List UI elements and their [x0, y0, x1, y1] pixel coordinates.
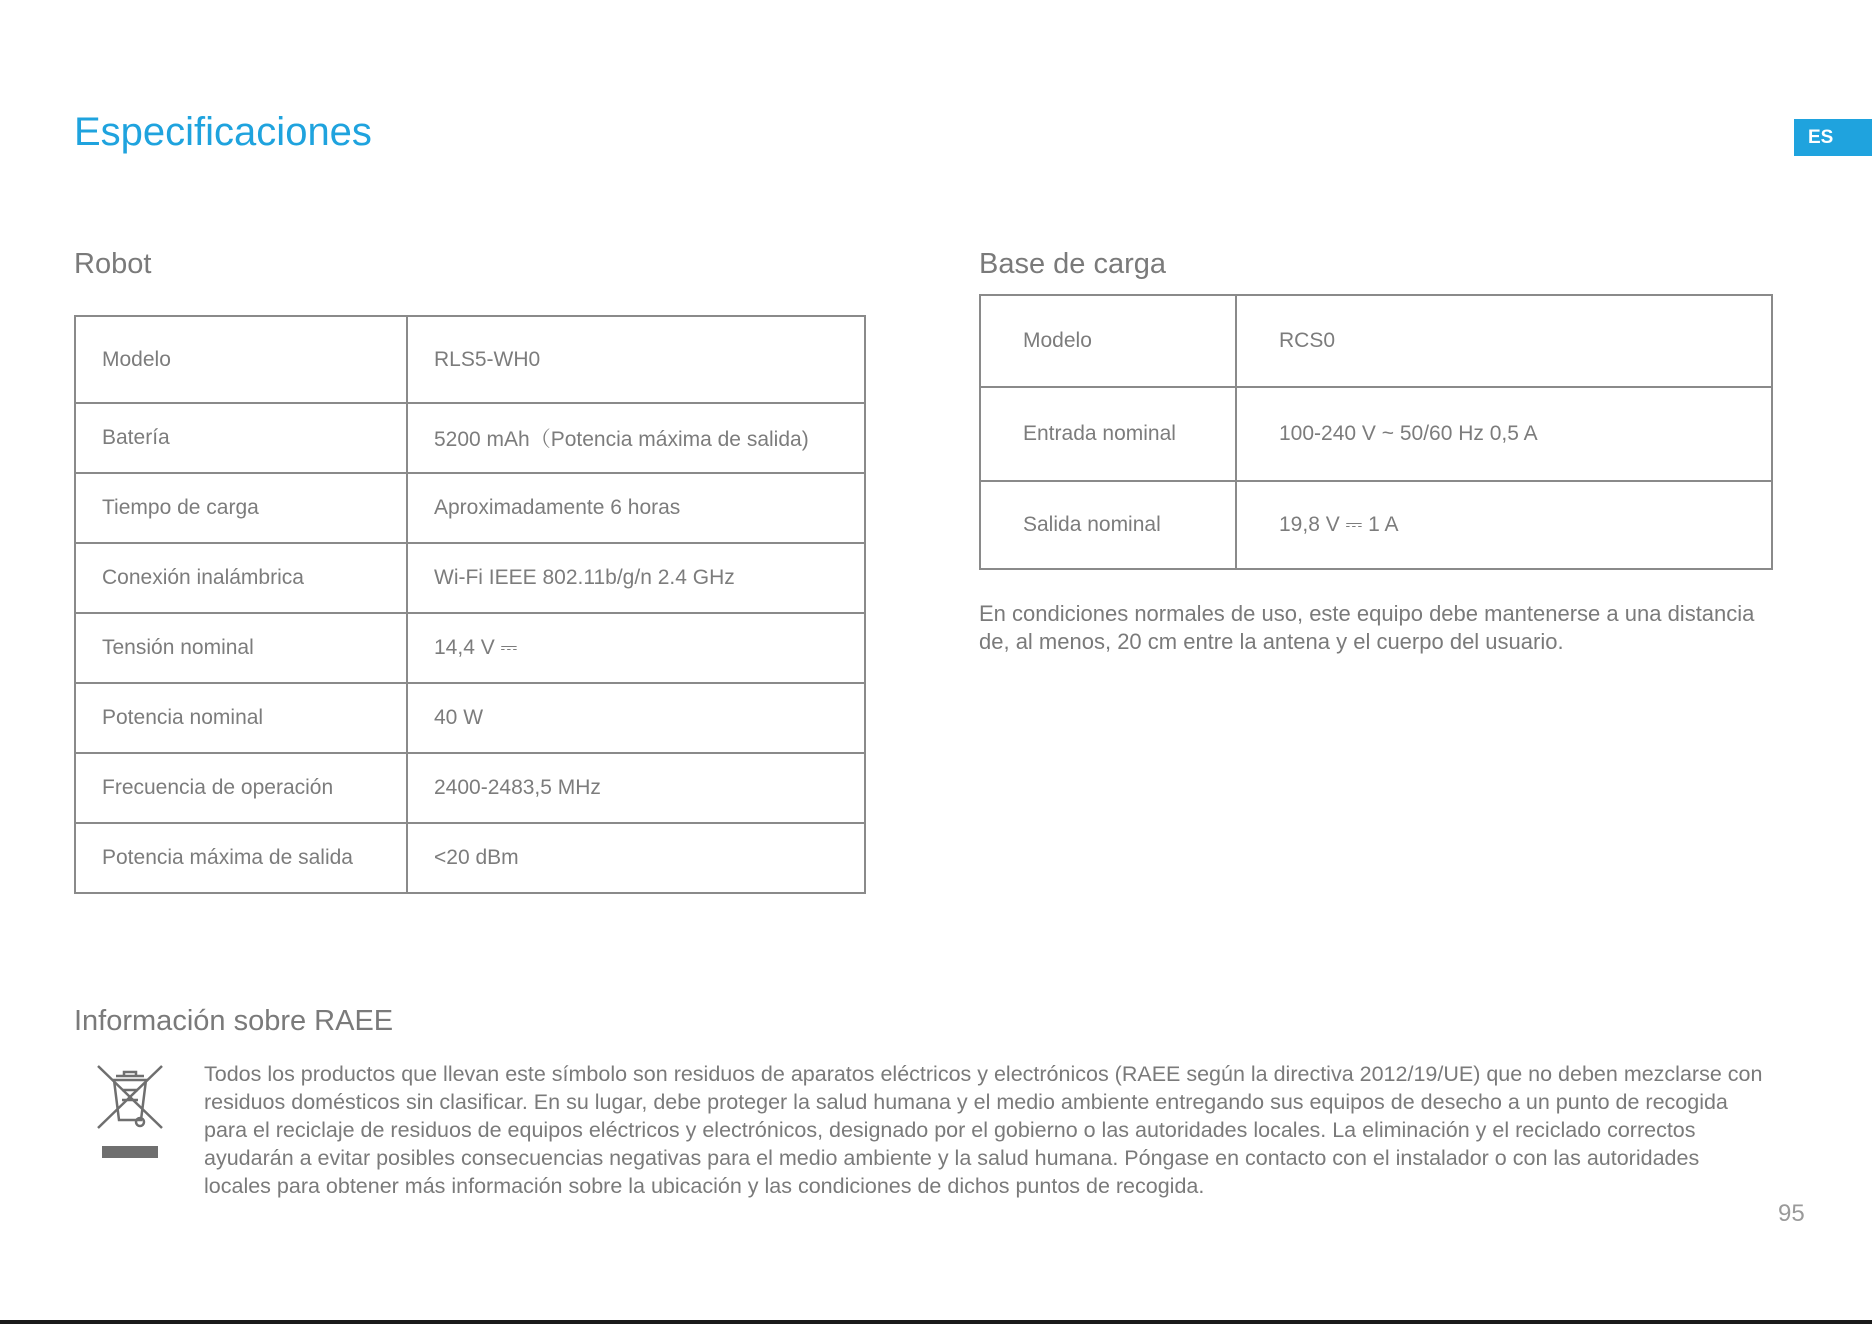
- table-row: [980, 481, 1772, 569]
- spec-value: Aproximadamente 6 horas: [407, 473, 865, 543]
- robot-spec-table: [74, 315, 866, 894]
- spec-value: 2400-2483,5 MHz: [407, 753, 865, 823]
- table-row: [75, 473, 865, 543]
- table-row: [75, 823, 865, 893]
- spec-value: 5200 mAh（Potencia máxima de salida): [407, 403, 865, 473]
- spec-label: Potencia máxima de salida: [75, 823, 407, 893]
- table-row: [75, 753, 865, 823]
- spec-label: Modelo: [75, 316, 407, 403]
- page-number: 95: [1778, 1200, 1805, 1227]
- spec-label: Salida nominal: [980, 481, 1236, 569]
- spec-label: Batería: [75, 403, 407, 473]
- table-row: [980, 295, 1772, 387]
- table-row: [75, 403, 865, 473]
- spec-value: RCS0: [1236, 295, 1772, 387]
- spec-value: <20 dBm: [407, 823, 865, 893]
- spec-label: Tiempo de carga: [75, 473, 407, 543]
- spec-value: 40 W: [407, 683, 865, 753]
- table-row: [75, 683, 865, 753]
- table-row: [980, 387, 1772, 481]
- page-title: Especificaciones: [74, 110, 372, 154]
- spec-label: Frecuencia de operación: [75, 753, 407, 823]
- spec-label: Tensión nominal: [75, 613, 407, 683]
- spec-value: RLS5-WH0: [407, 316, 865, 403]
- base-heading: Base de carga: [979, 248, 1167, 280]
- spec-value: 14,4 V ⎓: [407, 613, 865, 683]
- table-row: [75, 543, 865, 613]
- weee-heading: Información sobre RAEE: [74, 1005, 394, 1037]
- language-tab: ES: [1794, 119, 1872, 156]
- spec-label: Conexión inalámbrica: [75, 543, 407, 613]
- base-spec-table: [979, 294, 1773, 570]
- table-row: [75, 613, 865, 683]
- bottom-rule: [0, 1320, 1872, 1324]
- spec-label: Potencia nominal: [75, 683, 407, 753]
- spec-label: Entrada nominal: [980, 387, 1236, 481]
- spec-value: 100-240 V ~ 50/60 Hz 0,5 A: [1236, 387, 1772, 481]
- crossed-out-wheelie-bin-icon: [94, 1062, 166, 1162]
- table-row: [75, 316, 865, 403]
- weee-paragraph: Todos los productos que llevan este símbolo son residuos de aparatos eléctricos y electrónicos (RAEE según la directiva 2012/19/UE) que no deben mezclarse con residuos domésticos sin clasificar. En su lugar, debe proteger la salud humana y el medio ambiente entregando sus equipos de desecho a un punto de recogida para el reciclaje de residuos de equipos eléctricos y electrónicos, designado por el gobierno o las autoridades locales. La eliminación y el reciclado correctos ayudarán a evitar posibles consecuencias negativas para el medio ambiente y la salud humana. Póngase en contacto con el instalador o con las autoridades locales para obtener más información sobre la ubicación y las condiciones de dichos puntos de recogida.: [204, 1062, 1763, 1198]
- rf-exposure-note: En condiciones normales de uso, este equipo debe mantenerse a una distancia de, al menos, 20 cm entre la antena y el cuerpo del usuario.: [979, 601, 1755, 654]
- spec-value: 19,8 V ⎓ 1 A: [1236, 481, 1772, 569]
- robot-heading: Robot: [74, 248, 152, 280]
- spec-value: Wi-Fi IEEE 802.11b/g/n 2.4 GHz: [407, 543, 865, 613]
- spec-label: Modelo: [980, 295, 1236, 387]
